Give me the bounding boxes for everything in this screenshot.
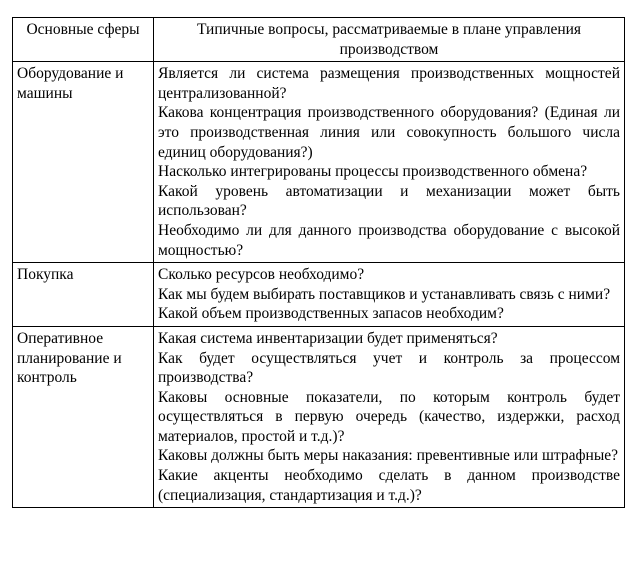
- header-questions: Типичные вопросы, рассматриваемые в плане управления производством: [154, 18, 625, 62]
- question-item: Какой объем производственных запасов необходим?: [158, 305, 504, 323]
- question-item: Является ли система размещения производственных мощностей централизованной?: [158, 65, 620, 102]
- question-item: Необходимо ли для данного производства оборудование с высокой мощностью?: [158, 221, 620, 259]
- table-row: [13, 263, 625, 327]
- question-item: Какие акценты необходимо сделать в данном производстве (специализация, стандартизация и т.д.)?: [158, 467, 620, 504]
- table-row: [13, 326, 625, 507]
- question-item: Какая система инвентаризации будет применяться?: [158, 329, 498, 347]
- question-item: Какова концентрация производственного оборудования? (Единая ли это производственная линия или совокупность большого числа единиц оборудования?): [158, 104, 620, 161]
- questions-cell: [154, 326, 625, 507]
- table-header-row: [13, 18, 625, 62]
- question-item: Как будет осуществляться учет и контроль за процессом производства?: [158, 349, 620, 387]
- header-areas: Основные сферы: [13, 18, 154, 62]
- questions-cell: [154, 263, 625, 327]
- area-cell: Оборудование и машины: [13, 62, 154, 263]
- question-item: Каковы основные показатели, по которым контроль будет осуществляться в первую очередь (качество, издержки, расход материалов, простой и т.д.)?: [158, 388, 620, 445]
- question-item: Какой уровень автоматизации и механизации может быть использован?: [158, 182, 620, 220]
- question-item: Как мы будем выбирать поставщиков и устанавливать связь с ними?: [158, 285, 611, 303]
- question-item: Насколько интегрированы процессы производственного обмена?: [158, 163, 588, 181]
- management-areas-table: [12, 17, 625, 508]
- question-item: Сколько ресурсов необходимо?: [158, 266, 365, 284]
- question-item: Каковы должны быть меры наказания: превентивные или штрафные?: [158, 447, 618, 465]
- area-cell: Оперативное планирование и контроль: [13, 326, 154, 507]
- area-cell: Покупка: [13, 263, 154, 327]
- table-row: [13, 62, 625, 263]
- questions-cell: [154, 62, 625, 263]
